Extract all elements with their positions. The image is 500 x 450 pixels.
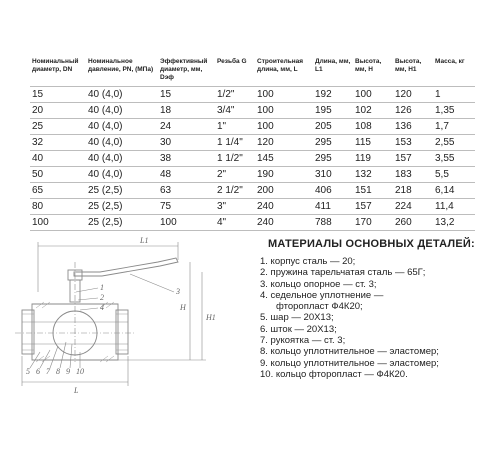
table-row — [30, 135, 475, 151]
column-header: Номинальное давление, PN, (МПа) — [88, 58, 154, 73]
materials-item: 5. шар — 20Х13; — [260, 312, 334, 324]
table-cell: 295 — [313, 135, 353, 151]
table-cell: 200 — [255, 183, 313, 199]
table-cell: 411 — [313, 199, 353, 215]
table-cell: 75 — [158, 199, 215, 215]
table-cell: 157 — [393, 151, 433, 167]
materials-item: 1. корпус сталь — 20; — [260, 256, 356, 267]
column-header: Высота, мм, H — [355, 58, 382, 73]
table-row — [30, 103, 475, 119]
materials-item: 7. рукоятка — ст. 3; — [260, 335, 346, 347]
table-cell: 15 — [30, 87, 86, 103]
h1-dimension-label: H1 — [206, 313, 216, 322]
table-cell: 50 — [30, 167, 86, 183]
table-header-row — [30, 58, 475, 87]
table-cell: 3" — [215, 199, 255, 215]
table-cell: 120 — [255, 135, 313, 151]
table-cell: 13,2 — [433, 215, 475, 231]
table-cell: 115 — [353, 135, 393, 151]
table-cell: 1 1/2" — [215, 151, 255, 167]
table-cell: 108 — [353, 119, 393, 135]
table-cell: 5,5 — [433, 167, 475, 183]
table-cell: 24 — [158, 119, 215, 135]
column-header: Номинальный диаметр, DN — [32, 58, 79, 73]
table-cell: 40 (4,0) — [86, 87, 158, 103]
table-cell: 1 1/4" — [215, 135, 255, 151]
table-cell: 1/2" — [215, 87, 255, 103]
column-header: Масса, кг — [435, 58, 465, 65]
table-cell: 25 (2,5) — [86, 199, 158, 215]
table-cell: 2 1/2" — [215, 183, 255, 199]
column-header: Эффективный диаметр, мм, Dэф — [160, 58, 208, 81]
table-cell: 183 — [393, 167, 433, 183]
table-cell: 192 — [313, 87, 353, 103]
table-cell: 218 — [393, 183, 433, 199]
materials-item: 2. пружина тарельчатая сталь — 65Г; — [260, 267, 426, 279]
table-cell: 25 — [30, 119, 86, 135]
table-cell: 295 — [313, 151, 353, 167]
table-row — [30, 167, 475, 183]
table-row — [30, 199, 475, 215]
table-cell: 1 — [433, 87, 475, 103]
table-cell: 15 — [158, 87, 215, 103]
table-cell: 40 (4,0) — [86, 135, 158, 151]
table-cell: 100 — [30, 215, 86, 231]
table-cell: 205 — [313, 119, 353, 135]
table-cell: 32 — [30, 135, 86, 151]
valve-drawing-svg — [10, 232, 250, 432]
table-cell: 38 — [158, 151, 215, 167]
callout-2: 2 — [100, 293, 104, 302]
callout-10: 10 — [76, 367, 84, 376]
table-cell: 170 — [353, 215, 393, 231]
table-cell: 100 — [255, 87, 313, 103]
table-cell: 136 — [393, 119, 433, 135]
table-cell: 100 — [353, 87, 393, 103]
table-cell: 30 — [158, 135, 215, 151]
callout-4: 4 — [100, 303, 104, 312]
table-cell: 260 — [393, 215, 433, 231]
table-cell: 120 — [393, 87, 433, 103]
table-row — [30, 151, 475, 167]
handle-shape — [74, 258, 178, 276]
table-cell: 310 — [313, 167, 353, 183]
table-cell: 20 — [30, 103, 86, 119]
valve-drawing — [10, 232, 250, 432]
table-cell: 151 — [353, 183, 393, 199]
materials-item: 10. кольцо фторопласт — Ф4К20. — [260, 368, 408, 380]
table-cell: 63 — [158, 183, 215, 199]
callout-5: 5 — [26, 367, 30, 376]
table-cell: 3/4" — [215, 103, 255, 119]
table-cell: 224 — [393, 199, 433, 215]
table-cell: 40 (4,0) — [86, 103, 158, 119]
table-cell: 240 — [255, 215, 313, 231]
table-row — [30, 183, 475, 199]
table-cell: 126 — [393, 103, 433, 119]
table-cell: 25 (2,5) — [86, 215, 158, 231]
table-cell: 80 — [30, 199, 86, 215]
table-cell: 2,55 — [433, 135, 475, 151]
column-header: Высота, мм, H1 — [395, 58, 422, 73]
callout-9: 9 — [66, 367, 70, 376]
table-cell: 100 — [158, 215, 215, 231]
table-cell: 6,14 — [433, 183, 475, 199]
table-cell: 40 (4,0) — [86, 151, 158, 167]
materials-section — [260, 238, 498, 380]
callout-1: 1 — [100, 283, 104, 292]
table-cell: 2" — [215, 167, 255, 183]
table-cell: 100 — [255, 119, 313, 135]
l1-dimension-label: L1 — [140, 236, 149, 245]
table-row — [30, 87, 475, 103]
table-cell: 40 (4,0) — [86, 119, 158, 135]
table-cell: 18 — [158, 103, 215, 119]
table-cell: 145 — [255, 151, 313, 167]
table-cell: 157 — [353, 199, 393, 215]
h-dimension-label: H — [180, 303, 186, 312]
callout-7: 7 — [46, 367, 50, 376]
table-cell: 3,55 — [433, 151, 475, 167]
column-header: Резьба G — [217, 58, 247, 65]
materials-list — [260, 256, 498, 380]
l-dimension-label: L — [74, 386, 79, 395]
table-cell: 4" — [215, 215, 255, 231]
table-cell: 153 — [393, 135, 433, 151]
column-header: Длина, мм, L1 — [315, 58, 351, 73]
table-cell: 190 — [255, 167, 313, 183]
materials-item: 8. кольцо уплотнительное — эластомер; — [260, 346, 439, 358]
table-cell: 1,7 — [433, 119, 475, 135]
table-cell: 1" — [215, 119, 255, 135]
table-cell: 65 — [30, 183, 86, 199]
callout-6: 6 — [36, 367, 40, 376]
table-cell: 132 — [353, 167, 393, 183]
materials-item: фторопласт Ф4К20; — [276, 301, 363, 313]
table-cell: 11,4 — [433, 199, 475, 215]
materials-item: 9. кольцо уплотнительное — эластомер; — [260, 357, 439, 369]
table-cell: 1,35 — [433, 103, 475, 119]
table-cell: 40 — [30, 151, 86, 167]
table-cell: 40 (4,0) — [86, 167, 158, 183]
table-cell: 195 — [313, 103, 353, 119]
table-body — [30, 87, 475, 231]
table-cell: 25 (2,5) — [86, 183, 158, 199]
table-row — [30, 215, 475, 231]
callout-3: 3 — [176, 287, 180, 296]
table-cell: 48 — [158, 167, 215, 183]
materials-item: 3. кольцо опорное — ст. 3; — [260, 278, 377, 290]
spec-table — [30, 58, 475, 231]
table-cell: 240 — [255, 199, 313, 215]
materials-title: МАТЕРИАЛЫ ОСНОВНЫХ ДЕТАЛЕЙ: — [268, 238, 475, 250]
table-cell: 119 — [353, 151, 393, 167]
materials-item: 6. шток — 20Х13; — [260, 323, 337, 335]
table-cell: 788 — [313, 215, 353, 231]
callout-8: 8 — [56, 367, 60, 376]
table-cell: 102 — [353, 103, 393, 119]
table-cell: 406 — [313, 183, 353, 199]
column-header: Строительная длина, мм, L — [257, 58, 304, 73]
materials-item: 4. седельное уплотнение — — [260, 289, 384, 301]
table-row — [30, 119, 475, 135]
table-cell: 100 — [255, 103, 313, 119]
